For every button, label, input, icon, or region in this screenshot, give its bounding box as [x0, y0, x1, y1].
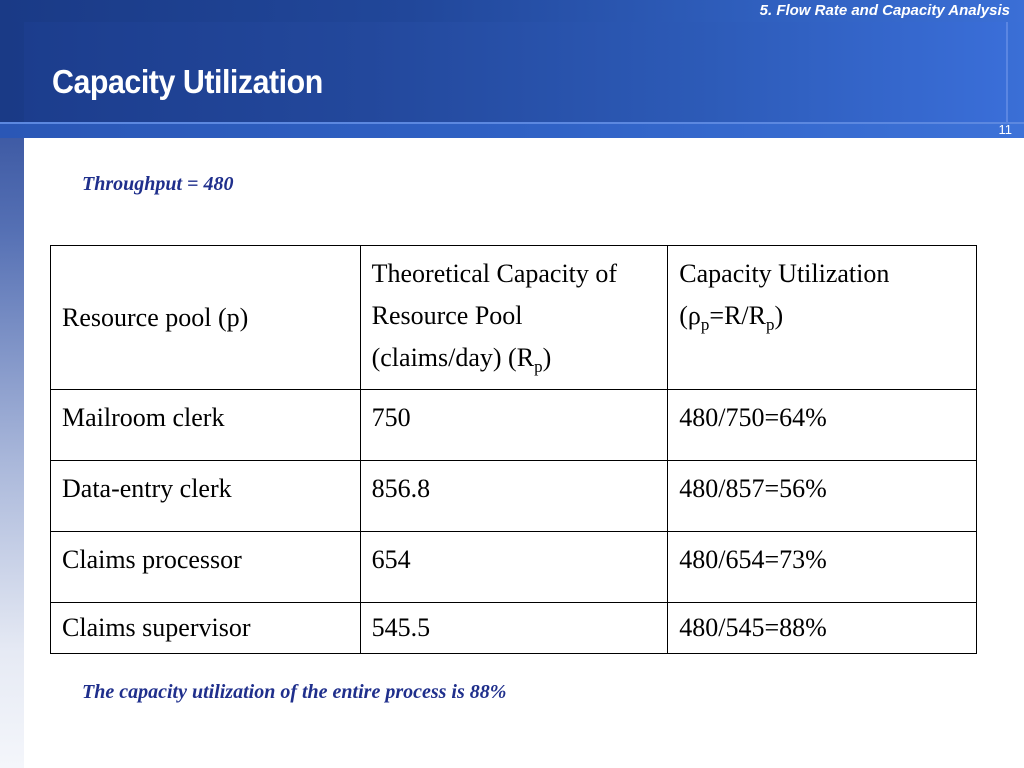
header-utilization-label: Capacity Utilization — [679, 259, 890, 288]
resource-name: Claims processor — [62, 545, 242, 574]
cell-utilization — [668, 461, 977, 532]
capacity-value: 654 — [371, 545, 411, 574]
cell-utilization — [668, 390, 977, 461]
header-utilization-subscript-rho: p — [700, 315, 710, 334]
table-row — [51, 603, 977, 654]
capacity-value: 545.5 — [371, 613, 431, 642]
cell-capacity — [360, 532, 668, 603]
header-utilization-subscript-r: p — [765, 315, 775, 334]
utilization-value: 480/545=88% — [679, 613, 827, 642]
table-row — [51, 390, 977, 461]
cell-capacity — [360, 461, 668, 532]
header-utilization-formula: =R/R — [709, 301, 766, 330]
header-resource-pool-label: Resource pool (p) — [62, 302, 249, 332]
cell-resource — [51, 390, 361, 461]
section-label: 5. Flow Rate and Capacity Analysis — [759, 2, 1010, 19]
slide-number: 11 — [998, 122, 1012, 137]
cell-capacity — [360, 390, 668, 461]
utilization-value: 480/857=56% — [679, 474, 827, 503]
header-capacity-label: Theoretical Capacity of Resource Pool (claims/day) (R — [371, 259, 618, 372]
header-theoretical-capacity — [360, 246, 668, 390]
capacity-value: 856.8 — [371, 474, 431, 503]
header-capacity-close: ) — [542, 343, 552, 372]
header-utilization-open: (ρ — [679, 301, 701, 330]
table-row — [51, 532, 977, 603]
conclusion-note: The capacity utilization of the entire process is 88% — [82, 681, 507, 703]
cell-capacity — [360, 603, 668, 654]
capacity-value: 750 — [371, 403, 411, 432]
cell-utilization — [668, 532, 977, 603]
table-row — [51, 461, 977, 532]
resource-name: Mailroom clerk — [62, 403, 225, 432]
throughput-note: Throughput = 480 — [82, 173, 234, 195]
resource-name: Claims supervisor — [62, 613, 251, 642]
cell-resource — [51, 603, 361, 654]
utilization-value: 480/750=64% — [679, 403, 827, 432]
cell-utilization — [668, 603, 977, 654]
cell-resource — [51, 532, 361, 603]
header-capacity-subscript: p — [534, 357, 543, 376]
header-rule — [0, 122, 1024, 138]
header-capacity-utilization — [668, 246, 977, 390]
table-header-row — [51, 246, 977, 390]
slide-header — [0, 0, 1024, 138]
header-utilization-close: ) — [774, 301, 784, 330]
header-resource-pool — [51, 246, 361, 390]
utilization-value: 480/654=73% — [679, 545, 827, 574]
slide-title: Capacity Utilization — [52, 63, 323, 100]
cell-resource — [51, 461, 361, 532]
resource-name: Data-entry clerk — [62, 474, 232, 503]
capacity-table — [50, 245, 977, 654]
header-rule-line — [0, 122, 1024, 124]
